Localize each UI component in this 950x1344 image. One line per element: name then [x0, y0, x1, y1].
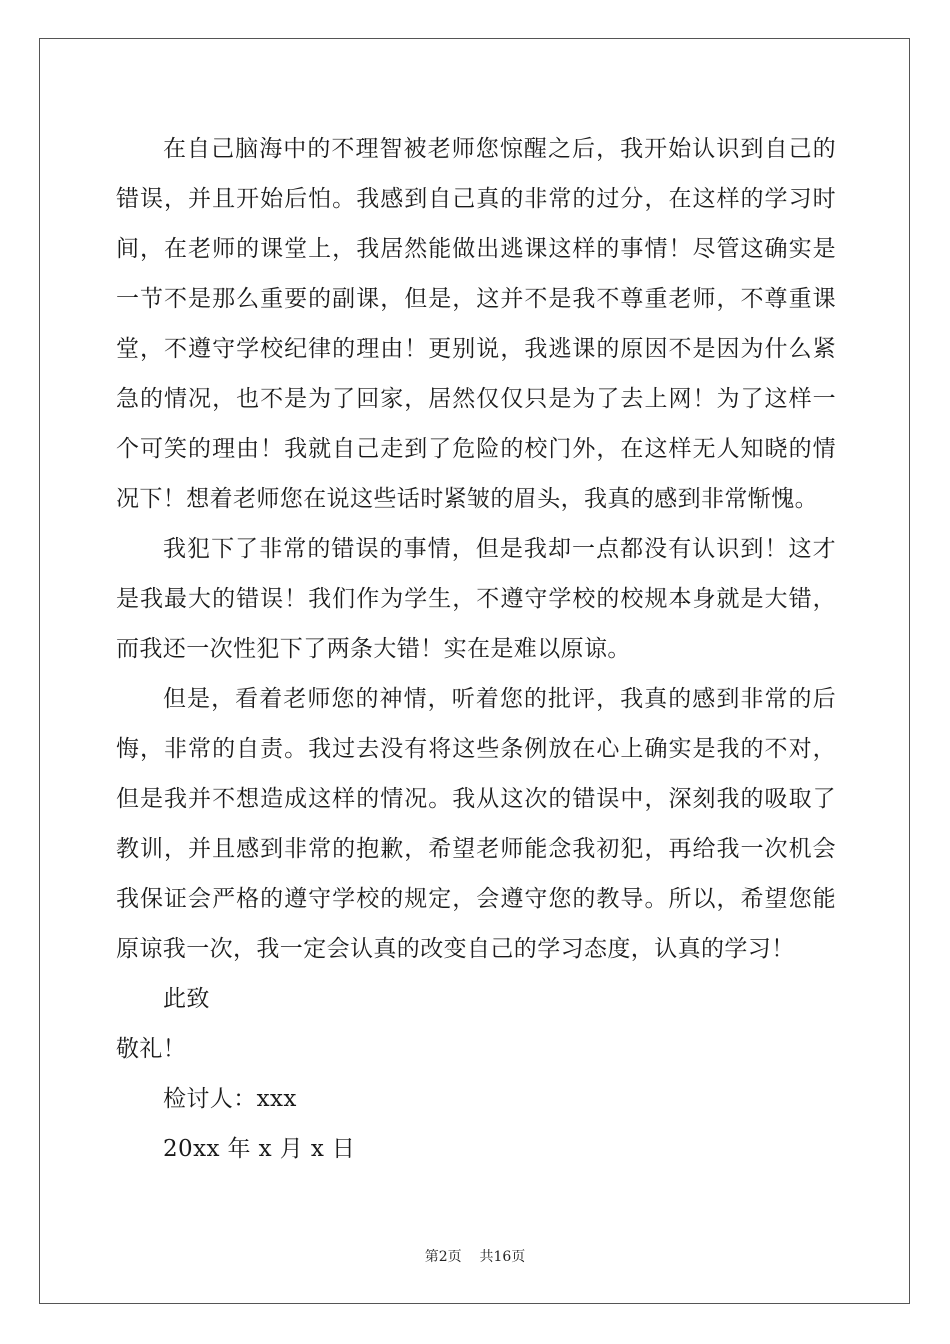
- salutation-line: 敬礼！: [116, 1036, 187, 1062]
- page-footer: [0, 1246, 950, 1266]
- paragraph-1: 在自己脑海中的不理智被老师您惊醒之后，我开始认识到自己的错误，并且开始后怕。我感到自己真的非常的过分，在这样的学习时间，在老师的课堂上，我居然能做出逃课这样的事情！尽管这确实是一节不是那么重要的副课，但是，这并不是我不尊重老师，不尊重课堂，不遵守学校纪律的理由！更别说，我逃课的原因不是因为什么紧急的情况，也不是为了回家，居然仅仅只是为了去上网！为了这样一个可笑的理由！我就自己走到了危险的校门外，在这样无人知晓的情况下！想着老师您在说这些话时紧皱的眉头，我真的感到非常惭愧。: [116, 136, 836, 512]
- page-total: 共16页: [479, 1249, 526, 1265]
- page-number: 第2页: [424, 1249, 462, 1265]
- closing-line: 此致: [163, 986, 210, 1012]
- letter-body: [116, 124, 836, 1174]
- date-line: 20xx 年 x 月 x 日: [163, 1136, 356, 1162]
- paragraph-2: 我犯下了非常的错误的事情，但是我却一点都没有认识到！这才是我最大的错误！我们作为学生，不遵守学校的校规本身就是大错，而我还一次性犯下了两条大错！实在是难以原谅。: [116, 536, 836, 662]
- signer-line: 检讨人：xxx: [163, 1086, 297, 1112]
- paragraph-3: 但是，看着老师您的神情，听着您的批评，我真的感到非常的后悔，非常的自责。我过去没有将这些条例放在心上确实是我的不对，但是我并不想造成这样的情况。我从这次的错误中，深刻我的吸取了教训，并且感到非常的抱歉，希望老师能念我初犯，再给我一次机会我保证会严格的遵守学校的规定，会遵守您的教导。所以，希望您能原谅我一次，我一定会认真的改变自己的学习态度，认真的学习！: [116, 686, 836, 962]
